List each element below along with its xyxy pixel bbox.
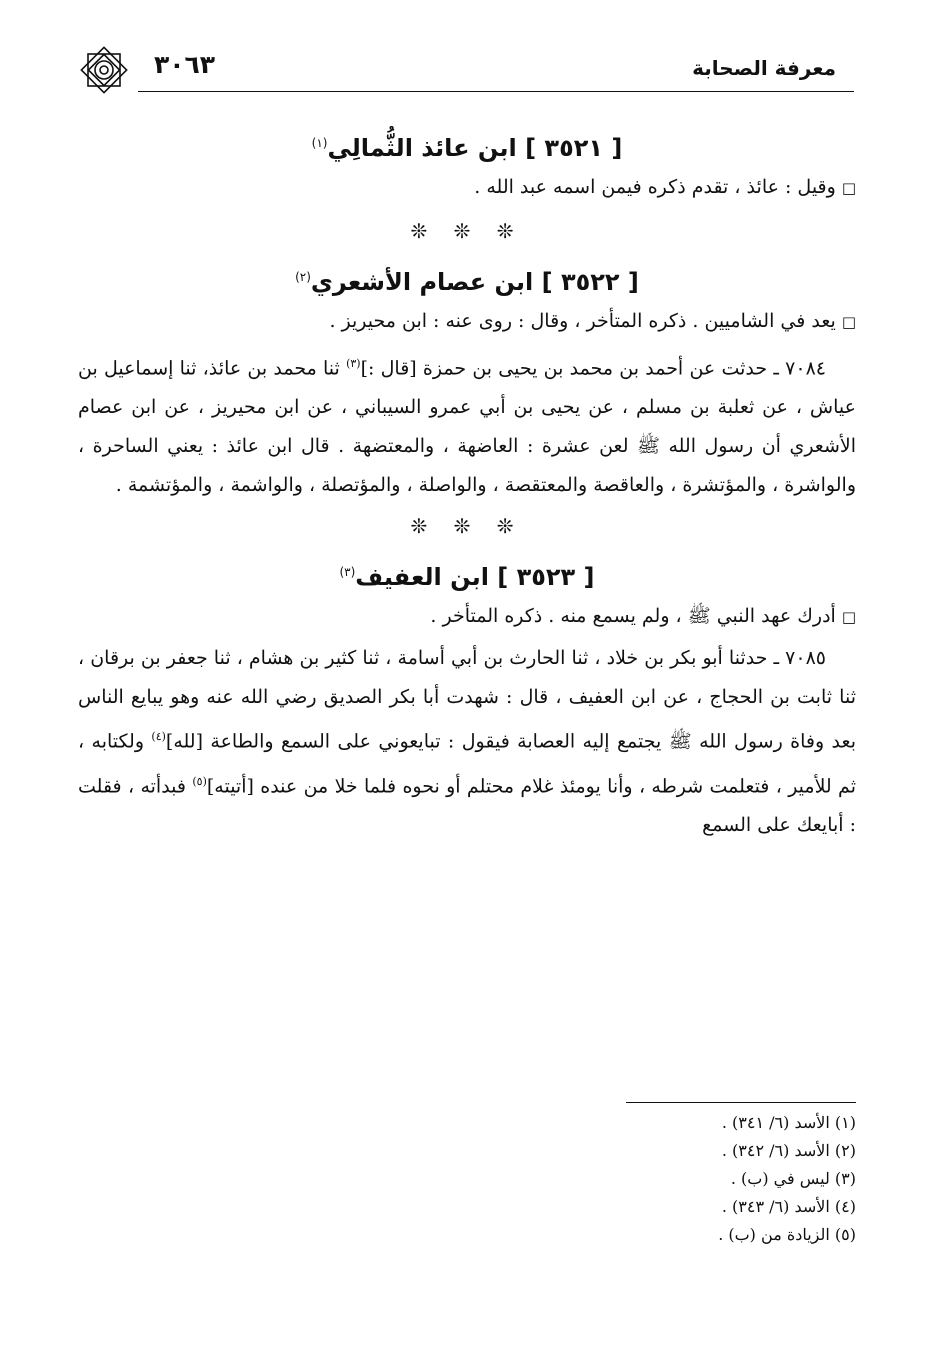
footnote-item: (٤) الأسد (٦/ ٣٤٣) . <box>721 1197 856 1216</box>
square-bullet-icon: □ <box>841 608 856 627</box>
entry-intro-3522: □يعد في الشاميين . ذكره المتأخر ، وقال : روى عنه : ابن محيريز . <box>329 310 856 332</box>
footnotes <box>566 1102 856 1249</box>
page-number: ٣٠٦٣ <box>154 50 216 79</box>
footnote-ref: (٥) <box>192 774 207 788</box>
entry-heading-3521: [ ٣٥٢١ ] ابن عائذ الثُّمالِي$^{(١)}$ <box>311 134 623 162</box>
footnote-item: (١) الأسد (٦/ ٣٤١) . <box>721 1113 856 1132</box>
page-body <box>78 118 856 845</box>
hadith-7084: ٧٠٨٤ ـ حدثت عن أحمد بن محمد بن يحيى بن حمزة [قال :]$^{(٣)}$ ثنا محمد بن عائذ، ثنا إسماعيل بن عياش ، عن ثعلبة بن مسلم ، عن يحيى بن أبي عمرو السيباني ، عن ابن محيريز ، عن ابن عصام الأشعري أن رسول الله ﷺ لعن عشرة : العاضهة ، والمعتضهة . قال ابن عائذ : يعني الساحرة ، والواشرة ، والمؤتشرة ، والعاقصة والمعتقصة ، والواصلة ، والمؤتصلة ، والواشمة ، والمؤتشمة . <box>78 357 856 497</box>
section-divider-stars: ❊ ❊ ❊ <box>410 514 524 539</box>
hadith-7085: ٧٠٨٥ ـ حدثنا أبو بكر بن خلاد ، ثنا الحارث بن أبي أسامة ، ثنا كثير بن هشام ، ثنا جعفر بن برقان ، ثنا ثابت بن الحجاج ، عن ابن العفيف ، قال : شهدت أبا بكر الصديق رضي الله عنه وهو يبايع الناس بعد وفاة رسول الله ﷺ يجتمع إليه العصابة فيقول : تبايعوني على السمع والطاعة [لله]$^{(٤)}$ ولكتابه ، ثم للأمير ، فتعلمت شرطه ، وأنا يومئذ غلام محتلم أو نحوه فلما خلا من عنده [أتيته]$^{(٥)}$ فبدأته ، فقلت : أبايعك على السمع <box>78 647 856 836</box>
footnote-item: (٢) الأسد (٦/ ٣٤٢) . <box>721 1141 856 1160</box>
entry-heading-3522: [ ٣٥٢٢ ] ابن عصام الأشعري$^{(٢)}$ <box>295 268 639 296</box>
entry-intro-3523: □أدرك عهد النبي ﷺ ، ولم يسمع منه . ذكره المتأخر . <box>430 605 856 628</box>
entry-heading-3523: [ ٣٥٢٣ ] ابن العفيف$^{(٣)}$ <box>339 563 595 592</box>
footnote-ref: (٢) <box>295 270 311 284</box>
footnote-ref: (٣) <box>339 565 356 580</box>
square-bullet-icon: □ <box>841 313 856 331</box>
running-title: معرفة الصحابة <box>692 56 836 80</box>
page-header <box>74 44 854 96</box>
ornament-icon <box>74 44 134 96</box>
footnote-item: (٥) الزيادة من (ب) . <box>718 1225 856 1244</box>
header-rule <box>138 91 854 92</box>
footnote-ref: (٣) <box>346 357 361 370</box>
footnote-ref: (١) <box>311 136 328 150</box>
footnote-ref: (٤) <box>151 730 166 744</box>
footnote-item: (٣) ليس في (ب) . <box>730 1169 856 1188</box>
square-bullet-icon: □ <box>841 179 856 197</box>
section-divider-stars: ❊ ❊ ❊ <box>410 219 524 243</box>
entry-intro-3521: □وقيل : عائذ ، تقدم ذكره فيمن اسمه عبد الله . <box>474 176 856 198</box>
footnote-rule <box>626 1102 856 1103</box>
